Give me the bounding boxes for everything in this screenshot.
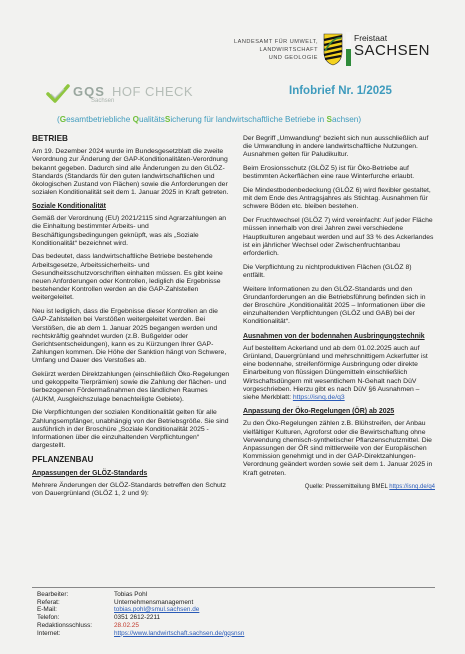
paragraph: Zu den Öko-Regelungen zählen z.B. Blühstreifen, der Anbau vielfältiger Kulturen, Agroforst oder die Bewirtschaftung ohne Verwendung chemisch-synthetischer Pflanzenschutzmittel. Die Anpassungen der ÖR sind mittlerweile von der Europäischen Kommission genehmigt und in der GAP-Direktzahlungen-Verordnung geändert worden sowie seit dem 1. Januar 2025 in Kraft getreten. <box>243 420 433 477</box>
subtitle-text: icherung für landwirtschaftliche Betriebe in <box>170 115 327 124</box>
agency-line-2: LANDWIRTSCHAFT <box>259 47 318 53</box>
paragraph: Die Mindestbodenbedeckung (GLÖZ 6) wird flexibler gestaltet, mit dem Ende des Antragsjahres als Stichtag. Ausnahmen für schwere Böden etc. bleiben bestehen. <box>243 187 431 211</box>
footer-key: Internet: <box>37 629 61 637</box>
paragraph: Mehrere Änderungen der GLÖZ-Standards betreffen den Schutz von Dauergrünland (GLÖZ 1, 2 und 9): <box>32 481 227 498</box>
section-heading-betrieb: BETRIEB <box>32 134 68 143</box>
footer-value: Unternehmensmanagement <box>114 598 194 606</box>
subtitle-initial: S <box>164 115 171 124</box>
deadline-date: 28.02.25 <box>114 621 139 629</box>
subtitle-text: ualitäts <box>138 115 165 124</box>
footer-key: E-Mail: <box>37 606 57 614</box>
subheading-ausnahmen: Ausnahmen von der bodennahen Ausbringungstechnik <box>243 332 425 340</box>
subtitle-initial: Q <box>132 115 139 124</box>
footer-row <box>37 614 244 622</box>
agency-line-1: LANDESAMT FÜR UMWELT, <box>234 39 318 45</box>
subtitle-text: esamtbetriebliche <box>66 115 133 124</box>
coat-of-arms-icon <box>323 32 343 66</box>
paragraph: Der Begriff „Umwandlung“ bezieht sich nun ausschließlich auf die Umwandlung in andere landwirtschaftliche Nutzungen. Ausnahmen gelten für Paludikultur. <box>243 135 429 159</box>
paragraph: Die Verpflichtungen der sozialen Konditionalität gelten für alle Zahlungsempfänger, unabhängig von der Betriebsgröße. Sie sind ausführlich in der Broschüre „Soziale Konditionalität 2025 - Informationen über die einzuhaltenden Verpflichtungen“ dargestellt. <box>32 409 229 450</box>
source-link[interactable]: https://isnq.de/q4 <box>389 484 435 491</box>
footer-key: Referat: <box>37 598 60 606</box>
email-link[interactable]: tobias.pohl@smul.sachsen.de <box>114 606 200 614</box>
footer-value: 0351 2612-2211 <box>114 614 161 622</box>
paragraph: Gemäß der Verordnung (EU) 2021/2115 sind Agrarzahlungen an die Einhaltung bestimmter Arbeits- und Beschäftigungsbedingungen geknüpft, was als „Soziale Konditionalität“ bezeichnet wird. <box>32 215 227 247</box>
left-column <box>32 135 231 504</box>
paragraph: Am 19. Dezember 2024 wurde im Bundesgesetzblatt die zweite Verordnung zur Änderung der GAP-Konditionalitäten-Verordnung bekannt gegeben. Dadurch sind alle Änderungen zu den GLÖZ-Standards (Standards für den guten landwirtschaftlichen und ökologischen Zustand von Flächen) sowie die Anforderungen der sozialen Konditionalität seit dem 1. Januar 2025 in Kraft getreten. <box>32 148 229 197</box>
paragraph: Gekürzt werden Direktzahlungen (einschließlich Öko-Regelungen und gekoppelte Tierprämien) sowie die Zahlung der flächen- und tierbezogenen Fördermaßnahmen des ländlichen Raumes (AUKM, Ausgleichszulage benachteiligte Gebiete). <box>32 371 230 403</box>
website-link[interactable]: https://www.landwirtschaft.sachsen.de/gqsnsn <box>114 629 245 637</box>
logo-sachsen-text: Sachsen <box>91 98 115 104</box>
merkblatt-link[interactable]: https://isnq.de/q3 <box>292 393 345 401</box>
paragraph: Das bedeutet, dass landwirtschaftliche Betriebe bestehende Arbeitsgesetze, Arbeitssicherheits- und Gesundheitsschutzvorschriften einhalten müssen. Es gibt keine neuen Anforderungen oder Kontrollen, lediglich die Ergebnisse bestehender Kontrollen werden an die GAP-Zahlstellen weitergeleitet. <box>32 253 223 302</box>
footer-value: Tobias Pohl <box>114 591 148 598</box>
paragraph: Neu ist lediglich, dass die Ergebnisse dieser Kontrollen an die GAP-Zahlstellen bei Verstößen weitergeleitet werden. Bei Verstößen, die ab dem 1. Januar 2025 begangen werden und rechtskräftig geahndet wurden (z.B. Bußgelder oder Gerichtsentscheidungen), kann es zu Kürzungen Ihrer GAP-Zahlungen kommen. Die Höhe der Sanktion hängt von Schwere, Umfang und Dauer des Verstoßes ab. <box>32 308 227 365</box>
subtitle-initial: S <box>326 115 332 124</box>
footer-key: Telefon: <box>37 614 60 622</box>
checkmark-logo-icon <box>46 84 70 104</box>
state-name-line1: Freistaat <box>354 33 388 43</box>
program-subtitle <box>57 115 417 124</box>
subtitle-text: achsen) <box>331 115 362 124</box>
footer-divider <box>32 587 435 588</box>
agency-line-3: UND GEOLOGIE <box>268 55 318 61</box>
paragraph <box>243 345 435 402</box>
subheading-oeko-regelungen: Anpassung der Öko-Regelungen (ÖR) ab 2025 <box>243 408 395 416</box>
subheading-gloez-anpassungen: Anpassungen der GLÖZ-Standards <box>32 469 148 477</box>
footer-key: Bearbeiter: <box>37 591 69 598</box>
infobrief-number: Infobrief Nr. 1/2025 <box>289 85 392 97</box>
state-color-stripe <box>346 32 351 66</box>
source-label: Quelle: Pressemitteilung BMEL <box>304 484 388 491</box>
section-heading-pflanzenbau: PFLANZENBAU <box>32 455 94 465</box>
paragraph: Weitere Informationen zu den GLÖZ-Standards und den Grundanforderungen an die Betriebsführung befinden sich in der Broschüre „Konditionalität 2025 – Informationen über die einzuhaltenden Verpflichtungen (GLÖZ und GAB) bei der Konditionalität“. <box>243 285 426 326</box>
paragraph: Der Fruchtwechsel (GLÖZ 7) wird vereinfacht: Auf jeder Fläche müssen innerhalb von drei Jahren zwei verschiedene Hauptkulturen angebaut werden und auf 33 % des Ackerlandes ist ein jährlicher Wechsel oder Zwischenfruchtanbau erforderlich. <box>243 217 434 257</box>
right-column <box>243 135 435 492</box>
agency-name <box>214 38 318 62</box>
subheading-soziale-konditionalitaet: Soziale Konditionalität <box>32 202 106 210</box>
footer-row <box>37 599 244 607</box>
logo-hofcheck-text: HOF CHECK <box>112 84 194 99</box>
paragraph-text: Auf bestelltem Ackerland und ab dem 01.02.2025 auch auf Grünland, Dauergrünland und mehrschnittigem Ackerfutter ist eine bodennahe, streifenförmige Ausbringung oder direkte Einarbeitung von flüssigen Düngemitteln einschließlich Wirtschaftsdüngern mit wesentlichem N-Gehalt nach DüV vorgeschrieben. Hierzu gibt es nach DüV §6 Ausnahmen – siehe Merkblatt: <box>243 344 428 401</box>
footer-row <box>37 606 244 614</box>
footer-row <box>37 630 244 638</box>
subtitle-initial: G <box>59 115 67 124</box>
subtitle-text: ( <box>57 115 60 124</box>
footer-contact <box>37 591 244 637</box>
footer-row <box>37 622 244 630</box>
state-name-line2: SACHSEN <box>354 42 431 59</box>
footer-key: Redaktionsschluss: <box>37 621 93 629</box>
source-note <box>243 483 435 491</box>
footer-row <box>37 591 244 599</box>
logo-gqs-text: GQS <box>73 84 105 99</box>
paragraph: Beim Erosionsschutz (GLÖZ 5) ist für Öko-Betriebe auf bestimmten Ackerflächen eine raue Winterfurche erlaubt. <box>243 165 415 181</box>
paragraph: Die Verpflichtung zu nichtproduktiven Flächen (GLÖZ 8) entfällt. <box>243 263 412 279</box>
